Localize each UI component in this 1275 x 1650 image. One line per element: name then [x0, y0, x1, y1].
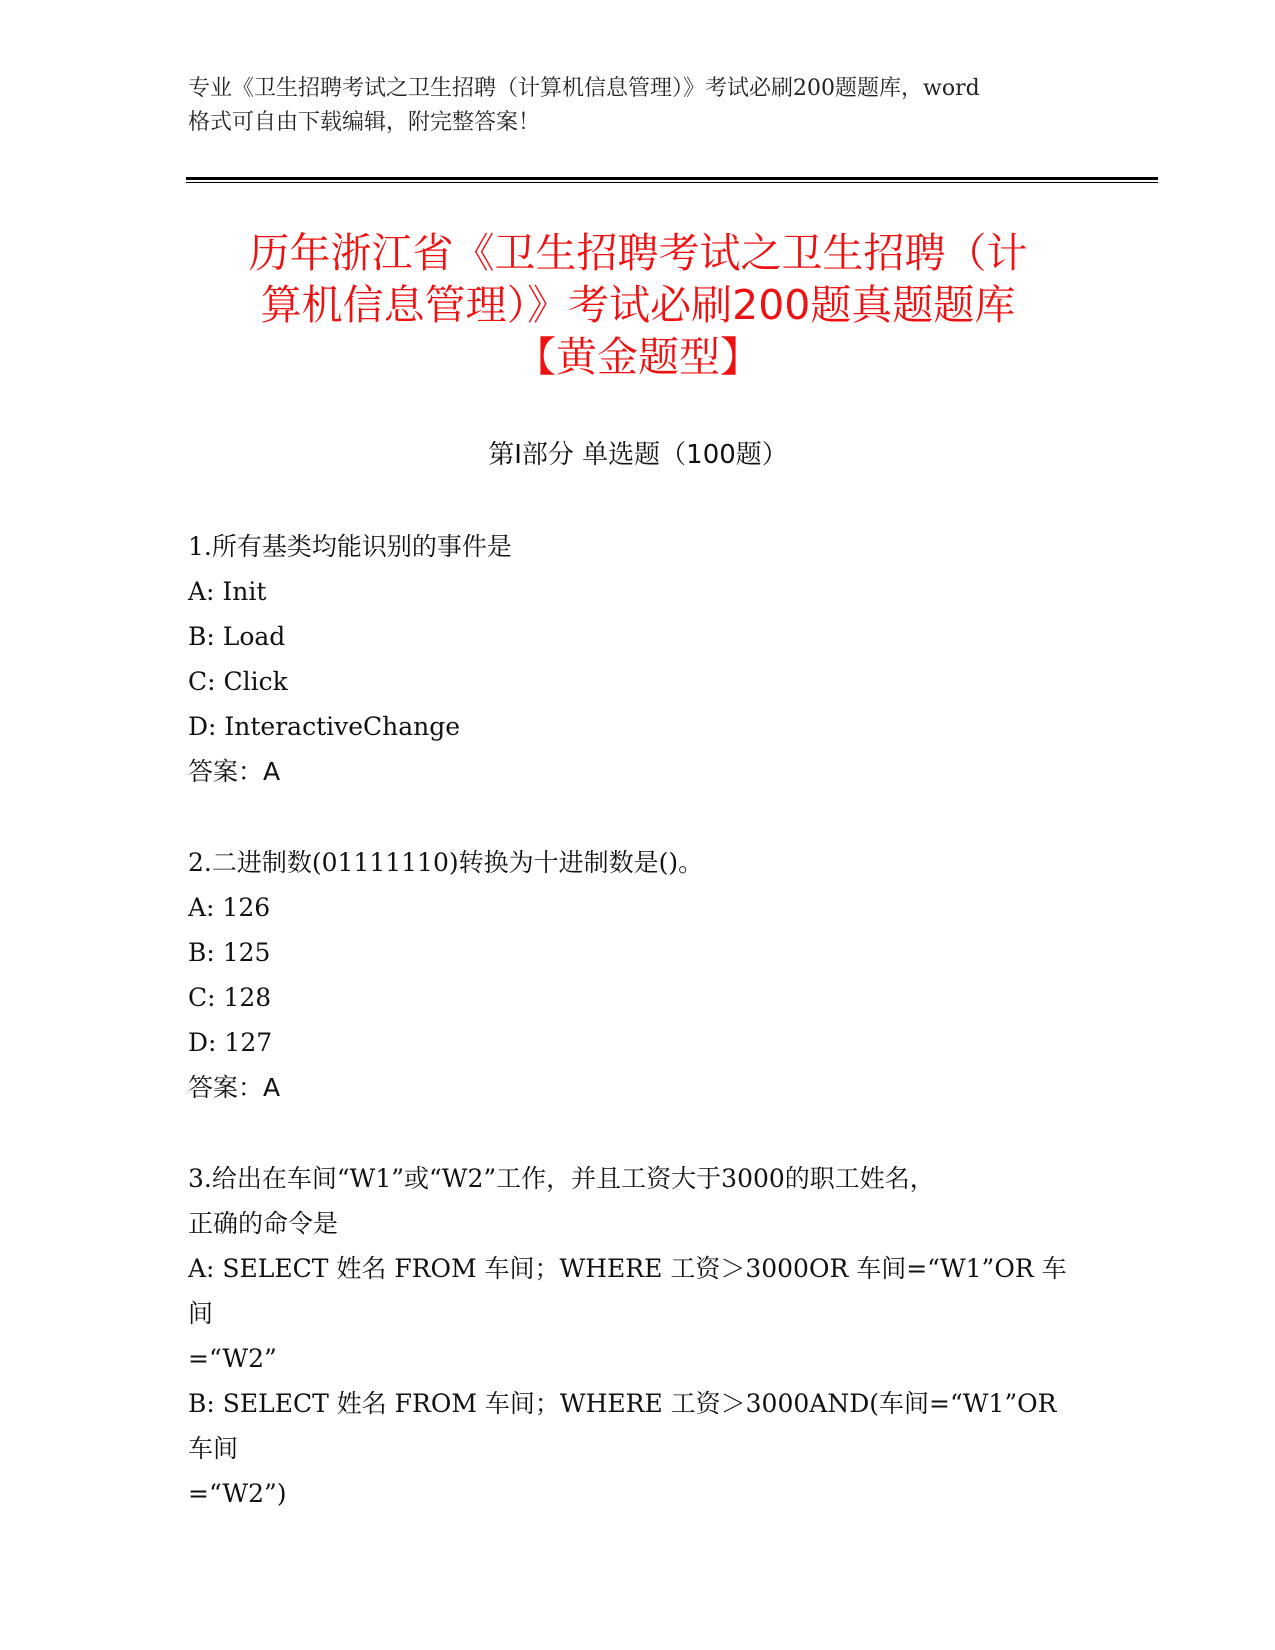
- header-rule-thin: [186, 182, 1158, 183]
- option-d: D: InteractiveChange: [188, 712, 461, 741]
- option-a-line-1: A: SELECT 姓名 FROM 车间；WHERE 工资＞3000OR 车间=“W1”OR 车间: [188, 1254, 1067, 1328]
- document-title-line-1: 历年浙江省《卫生招聘考试之卫生招聘（计: [248, 229, 1028, 277]
- question-stem-line-1: 3.给出在车间“W1”或“W2”工作，并且工资大于3000的职工姓名，: [188, 1164, 935, 1193]
- option-a-line-2: =“W2”: [188, 1344, 277, 1373]
- header-note: [188, 72, 1088, 140]
- question-1: [188, 524, 1088, 794]
- option-b: B: Load: [188, 622, 286, 651]
- option-a: A: Init: [188, 577, 267, 606]
- document-title-line-2: 算机信息管理）》考试必刷200题真题题库: [260, 281, 1016, 329]
- question-stem-line-2: 正确的命令是: [188, 1209, 339, 1238]
- answer: 答案：A: [188, 1073, 281, 1102]
- question-stem: 1.所有基类均能识别的事件是: [188, 532, 512, 561]
- option-b-line-2: =“W2”): [188, 1479, 287, 1508]
- option-c: C: 128: [188, 983, 272, 1012]
- header-note-line-2: 格式可自由下载编辑，附完整答案！: [188, 110, 541, 135]
- header-note-line-1: 专业《卫生招聘考试之卫生招聘（计算机信息管理）》考试必刷200题题库，word: [188, 76, 980, 101]
- option-b: B: 125: [188, 938, 271, 967]
- question-3: [188, 1156, 1088, 1516]
- option-c: C: Click: [188, 667, 288, 696]
- section-heading: 第Ⅰ部分 单选题（100题）: [488, 440, 788, 470]
- document-title-line-3: 【黄金题型】: [515, 333, 761, 381]
- answer: 答案：A: [188, 757, 281, 786]
- question-stem: 2.二进制数(01111110)转换为十进制数是()。: [188, 848, 704, 877]
- option-d: D: 127: [188, 1028, 273, 1057]
- option-a: A: 126: [188, 893, 271, 922]
- header-rule-thick: [186, 177, 1158, 180]
- question-2: [188, 840, 1088, 1110]
- question-list: [188, 524, 1088, 1562]
- document-title: [188, 227, 1088, 383]
- option-b-line-1: B: SELECT 姓名 FROM 车间；WHERE 工资＞3000AND(车间=“W1”OR 车间: [188, 1389, 1065, 1463]
